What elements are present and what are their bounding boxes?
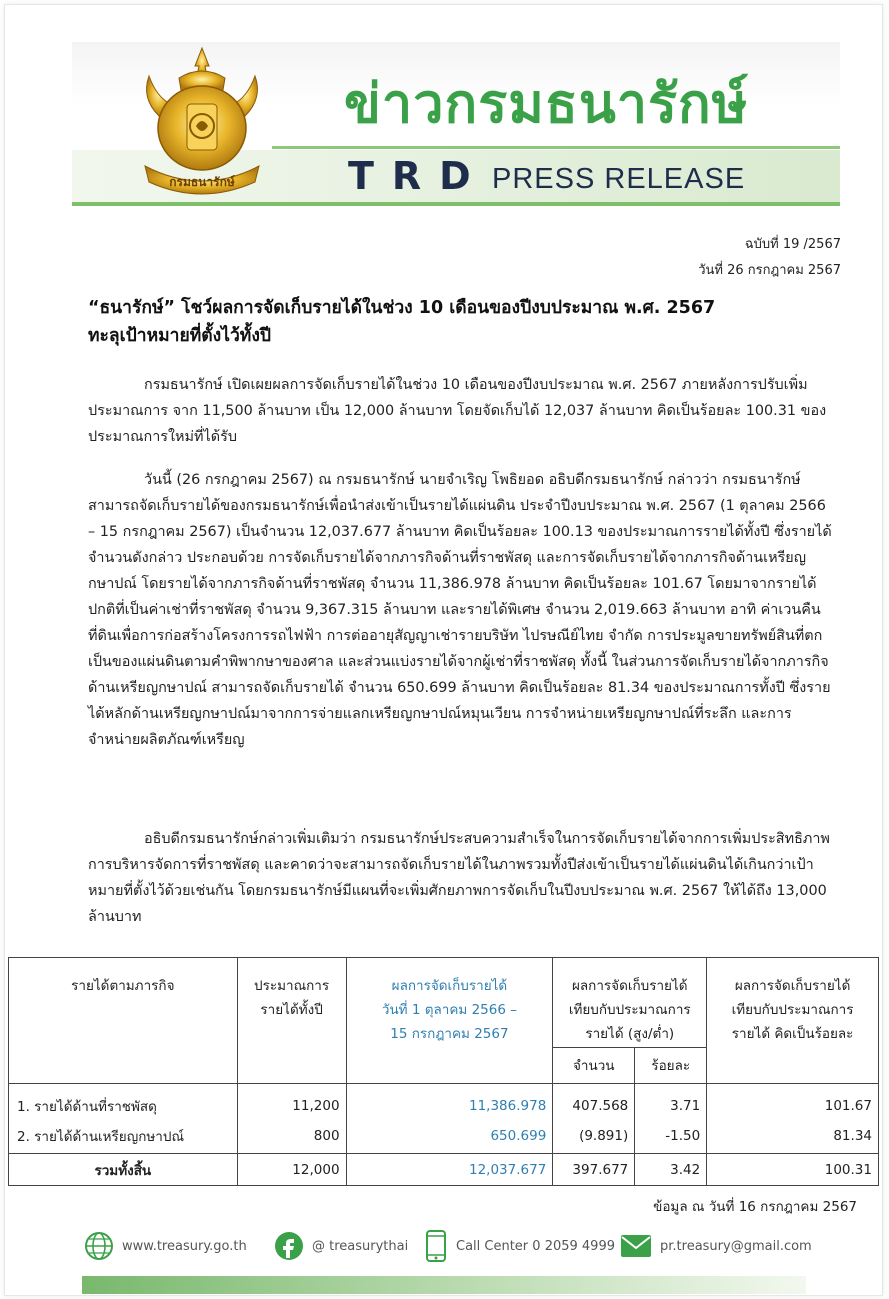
facebook-icon	[274, 1231, 304, 1261]
header-percent: ผลการจัดเก็บรายได้ เทียบกับประมาณการ รายได้ คิดเป็นร้อยละ	[707, 958, 879, 1084]
data-as-of-note: ข้อมูล ณ วันที่ 16 กรกฎาคม 2567	[653, 1199, 857, 1215]
footer-email[interactable]: pr.treasury@gmail.com	[620, 1226, 812, 1266]
issue-date: วันที่ 26 กรกฎาคม 2567	[698, 263, 841, 278]
headline-line-1: “ธนารักษ์” โชว์ผลการจัดเก็บรายได้ในช่วง 10 เดือนของปีงบประมาณ พ.ศ. 2567	[88, 298, 716, 318]
press-release-label: PRESS RELEASE	[492, 163, 746, 195]
footer-bar	[82, 1276, 806, 1294]
header-banner	[72, 42, 840, 218]
footer-website[interactable]: www.treasury.go.th	[84, 1226, 247, 1266]
issue-meta	[698, 232, 841, 284]
header-estimate: ประมาณการ รายได้ทั้งปี	[237, 958, 346, 1084]
table-header-row	[9, 958, 879, 1048]
header-diff: ผลการจัดเก็บรายได้ เทียบกับประมาณการ รายได้ (สูง/ต่ำ)	[553, 958, 707, 1048]
header-result: ผลการจัดเก็บรายได้ วันที่ 1 ตุลาคม 2566 – 15 กรกฎาคม 2567	[346, 958, 553, 1084]
footer-facebook[interactable]: @ treasurythai	[274, 1226, 408, 1266]
paragraph-1: กรมธนารักษ์ เปิดเผยผลการจัดเก็บรายได้ในช่วง 10 เดือนของปีงบประมาณ พ.ศ. 2567 ภายหลังการปรับเพิ่มประมาณการ จาก 11,500 ล้านบาท เป็น 12,000 ล้านบาท โดยจัดเก็บได้ 12,037 ล้านบาท คิดเป็นร้อยละ 100.31 ของประมาณการใหม่ที่ได้รับ	[88, 377, 827, 445]
trd-label: TRD	[348, 154, 489, 198]
mail-icon	[620, 1233, 652, 1259]
header-diff-percent: ร้อยละ	[635, 1048, 707, 1084]
paragraph-3: อธิบดีกรมธนารักษ์กล่าวเพิ่มเติมว่า กรมธนารักษ์ประสบความสำเร็จในการจัดเก็บรายได้จากการเพิ่มประสิทธิภาพการบริหารจัดการที่ราชพัสดุ และคาดว่าจะสามารถจัดเก็บรายได้ในภาพรวมทั้งปีส่งเข้าเป็นรายได้แผ่นดินได้เกินกว่าเป้าหมายที่ตั้งไว้ด้วยเช่นกัน โดยกรมธนารักษ์มีแผนที่จะเพิ่มศักยภาพการจัดเก็บในปีงบประมาณ พ.ศ. 2567 ให้ได้ถึง 13,000 ล้านบาท	[88, 831, 830, 925]
svg-text:กรมธนารักษ์: กรมธนารักษ์	[169, 175, 235, 189]
globe-icon	[84, 1231, 114, 1261]
issue-number: ฉบับที่ 19 /2567	[744, 237, 841, 252]
headline	[88, 294, 828, 350]
headline-line-2: ทะลุเป้าหมายที่ตั้งไว้ทั้งปี	[88, 326, 271, 346]
phone-icon	[424, 1230, 448, 1262]
header-diff-amount: จำนวน	[553, 1048, 635, 1084]
header-mission: รายได้ตามภารกิจ	[9, 958, 238, 1084]
footer-contacts	[84, 1226, 844, 1266]
treasury-emblem-logo	[127, 46, 277, 196]
table-row: 2. รายได้ด้านเหรียญกษาปณ์ 800 650.699 (9.891) -1.50 81.34	[9, 1120, 879, 1154]
paragraph-2: วันนี้ (26 กรกฎาคม 2567) ณ กรมธนารักษ์ นายจำเริญ โพธิยอด อธิบดีกรมธนารักษ์ กล่าวว่า กรมธนารักษ์สามารถจัดเก็บรายได้ของกรมธนารักษ์เพื่อนำส่งเข้าเป็นรายได้แผ่นดิน ประจำปีงบประมาณ พ.ศ. 2567 (1 ตุลาคม 2566 – 15 กรกฎาคม 2567) เป็นจำนวน 12,037.677 ล้านบาท คิดเป็นร้อยละ 100.13 ของประมาณการรายได้ทั้งปี ซึ่งรายได้จำนวนดังกล่าว ประกอบด้วย การจัดเก็บรายได้จากภารกิจด้านที่ราชพัสดุ และการจัดเก็บรายได้จากภารกิจด้านเหรียญกษาปณ์ โดยรายได้จากภารกิจด้านที่ราชพัสดุ จำนวน 11,386.978 ล้านบาท คิดเป็นร้อยละ 101.67 โดยมาจากรายได้ปกติที่เป็นค่าเช่าที่ราชพัสดุ จำนวน 9,367.315 ล้านบาท และรายได้พิเศษ จำนวน 2,019.663 ล้านบาท อาทิ ค่าเวนคืนที่ดินเพื่อการก่อสร้างโครงการรถไฟฟ้า การต่ออายุสัญญาเช่ารายบริษัท ไปรษณีย์ไทย จำกัด การประมูลขายทรัพย์สินที่ตกเป็นของแผ่นดินตามคำพิพากษาของศาล และส่วนแบ่งรายได้จากผู้เช่าที่ราชพัสดุ ทั้งนี้ ในส่วนการจัดเก็บรายได้จากภารกิจด้านเหรียญกษาปณ์ สามารถจัดเก็บรายได้ จำนวน 650.699 ล้านบาท คิดเป็นร้อยละ 81.34 ของประมาณการทั้งปี ซึ่งรายได้หลักด้านเหรียญกษาปณ์มาจากการจ่ายแลกเหรียญกษาปณ์หมุนเวียน การจำหน่ายเหรียญกษาปณ์ที่ระลึก และการจำหน่ายผลิตภัณฑ์เหรียญ	[88, 472, 832, 748]
table-row: 1. รายได้ด้านที่ราชพัสดุ 11,200 11,386.978 407.568 3.71 101.67	[9, 1084, 879, 1120]
footer-call-center[interactable]: Call Center 0 2059 4999	[424, 1226, 615, 1266]
revenue-table	[8, 957, 879, 1186]
table-total-row: รวมทั้งสิ้น 12,000 12,037.677 397.677 3.42 100.31	[9, 1154, 879, 1186]
publication-title: ข่าวกรมธนารักษ์	[344, 72, 749, 135]
